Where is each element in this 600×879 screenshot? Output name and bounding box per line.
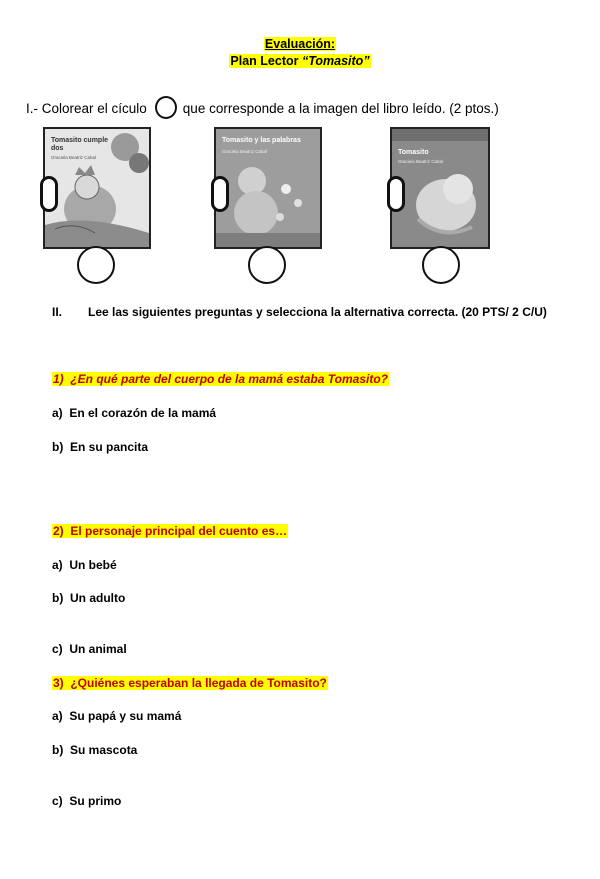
book-cover-3: Tomasito Graciela Beatriz Cabal [390,127,490,249]
question-2-option-a[interactable]: a) Un bebé [52,558,117,572]
book-cover-1: Tomasito cumple dos Graciela Beatriz Cabal [43,127,151,249]
book-title: “Tomasito” [301,54,370,68]
header-subtitle: Plan Lector “Tomasito” [230,54,370,68]
section-2-instruction: II. Lee las siguientes preguntas y selecciona la alternativa correcta. (20 PTS/ 2 C/U) [52,305,547,319]
answer-circle-book-3[interactable] [422,246,460,284]
question-3-option-c[interactable]: c) Su primo [52,794,122,808]
answer-circle-book-1[interactable] [77,246,115,284]
book-2-side-tab [211,176,229,212]
question-1-option-b[interactable]: b) En su pancita [52,440,149,454]
question-2-option-c[interactable]: c) Un animal [52,642,127,656]
section-1-instruction: I.- Colorear el cículo que corresponde a la imagen del libro leído. (2 ptos.) [26,98,499,121]
book-cover-2: Tomasito y las palabras Graciela Beatriz Cabal [214,127,322,249]
cover-2-illustration [216,129,320,247]
question-3-option-b[interactable]: b) Su mascota [52,743,138,757]
header-title: Evaluación: [264,37,336,51]
question-1: 1) ¿En qué parte del cuerpo de la mamá estaba Tomasito? [53,372,388,386]
answer-circle-book-2[interactable] [248,246,286,284]
document-header [0,36,600,70]
question-1-option-a[interactable]: a) En el corazón de la mamá [52,406,217,420]
book-1-side-tab [40,176,58,212]
circle-icon [155,96,177,119]
question-2-option-b[interactable]: b) Un adulto [52,591,126,605]
cover-3-illustration [392,129,488,247]
question-3: 3) ¿Quiénes esperaban la llegada de Tomasito? [53,676,327,690]
cover-1-illustration [45,129,149,247]
book-3-side-tab [387,176,405,212]
question-2: 2) El personaje principal del cuento es… [53,524,288,538]
question-3-option-a[interactable]: a) Su papá y su mamá [52,709,182,723]
